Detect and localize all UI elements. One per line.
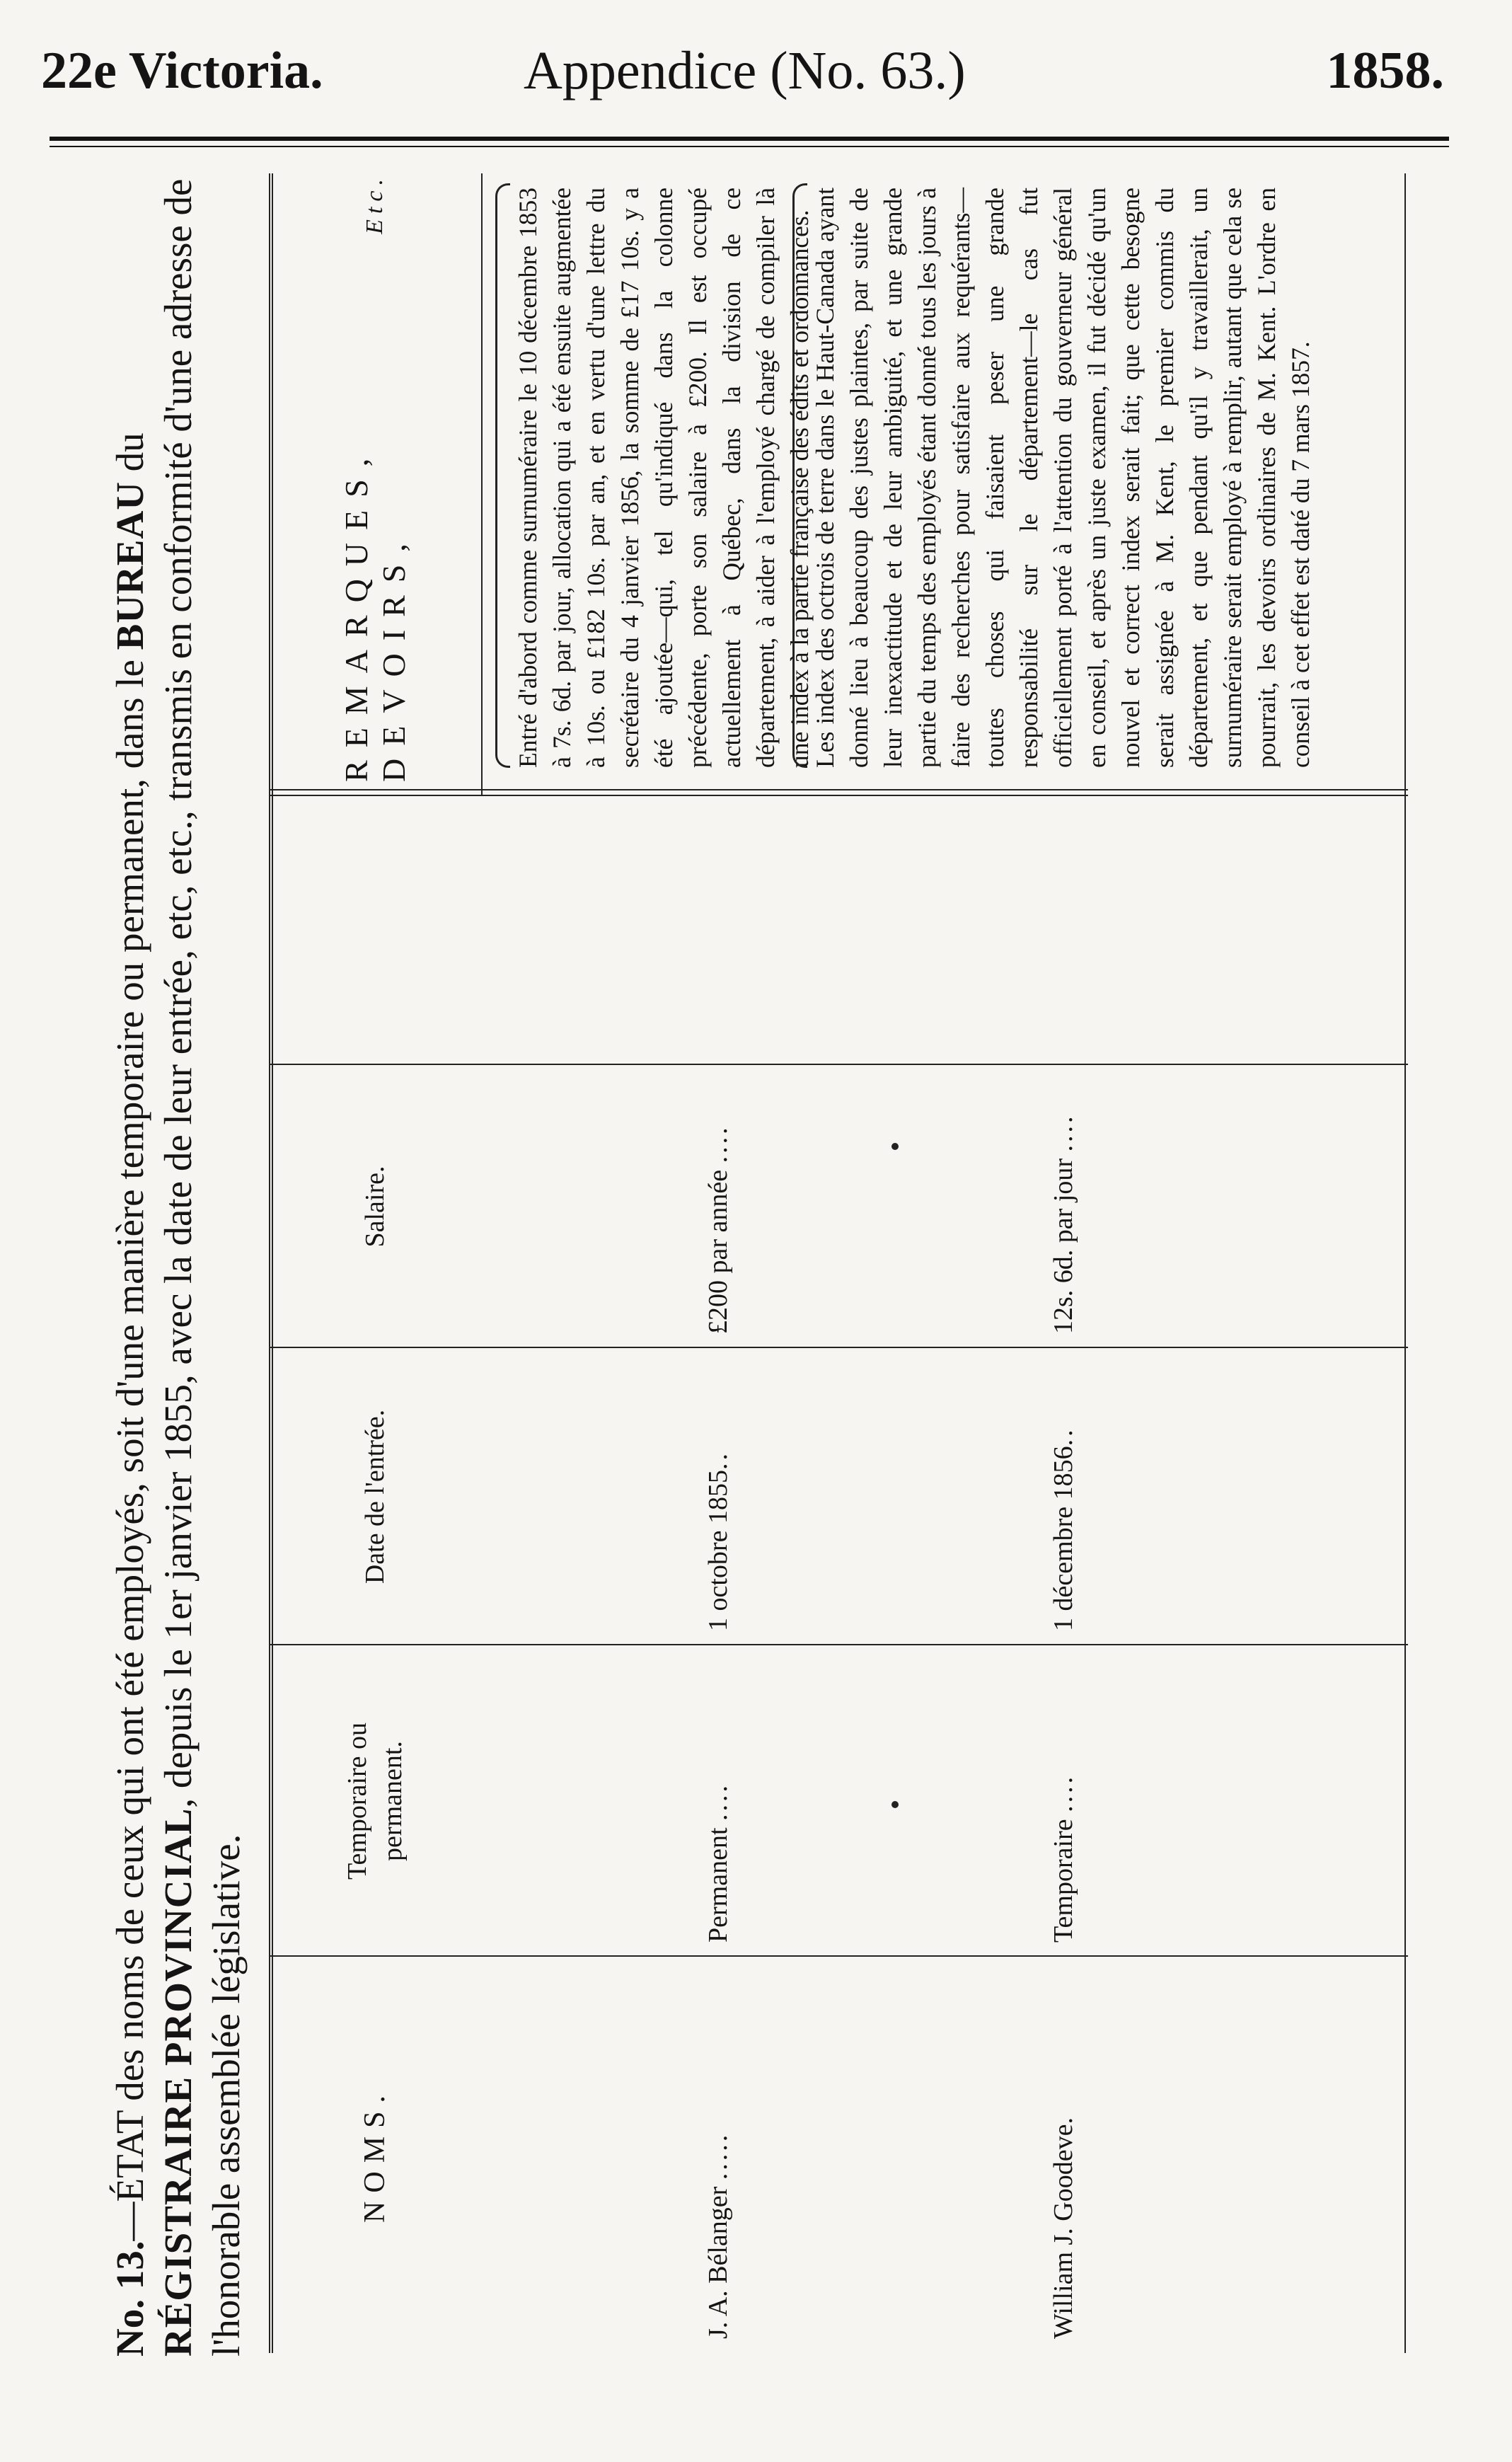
header-salaire: Salaire. — [360, 1166, 390, 1248]
cell-statut: Permanent .... — [703, 1782, 733, 1943]
cell-remarque: Entré d'abord comme surnuméraire le 10 décembre 1853 à 7s. 6d. par jour, allocation qui a été ensuite augmentée à 10s. ou £182 10s. par an, et en vertu d'une lettre du secrétaire du 4 janvier 1856, la somme de £17 10s. y a été ajoutée—qui, tel qu'indiqué dans la colonne précédente, porte son salaire à £200. Il est occupé actuellement à Québec, dans la division de ce département, à aider à l'employé chargé de compiler là une index à la partie française des édits et ordonnances. — [514, 188, 814, 768]
remarks-header-rule — [481, 173, 483, 796]
employees-table — [269, 173, 1408, 2353]
rotated-table-page — [106, 156, 1450, 2371]
print-speck — [891, 1143, 899, 1150]
document-title: No. 13.—ÉTAT des noms de ceux qui ont été employés, soit d'une manière temporaire ou permanent, dans le BUREAU du RÉGISTRAIRE PROVINCIAL, depuis le 1er janvier 1855, avec la date de leur entrée, etc, etc., transmis en conformité d'une adresse de l'honorable assemblée législative. — [108, 178, 248, 2357]
page-header — [0, 39, 1512, 103]
header-rule-thin — [50, 146, 1449, 147]
document-number: No. 13. — [108, 2240, 151, 2357]
cell-salaire: £200 par année .... — [703, 1124, 733, 1334]
column-divider-double — [269, 789, 1408, 796]
table-bottom-rule — [1404, 173, 1406, 2353]
cell-date: 1 décembre 1856.. — [1049, 1427, 1078, 1631]
header-temporaire: Temporaire ou permanent. — [342, 1722, 408, 1880]
cell-remarque: Les index des octrois de terre dans le Haut-Canada ayant donné lieu à beaucoup des justes plaintes, par suite de leur inexactitude et de leur ambiguité, et une grande partie du temps des employés étant donné tous les jours à faire des recherches pour satisfaire aux requérants—toutes choses qui faisaient peser une grande responsabilité sur le département—le cas fut officiellement porté à l'attention du gouverneur général en conseil, et après un juste examen, il fut décidé qu'un nouvel et correct index serait fait; que cette besogne serait assignée à M. Kent, le premier commis du département, et que pendant qu'il y travaillerait, un surnuméraire serait employé à remplir, autant que cela se pourrait, les devoirs ordinaires de M. Kent. L'ordre en conseil à cet effet est daté du 7 mars 1857. — [811, 188, 1315, 768]
header-session: 22e Victoria. — [41, 42, 323, 100]
header-date: Date de l'entrée. — [360, 1409, 390, 1584]
cell-nom: J. A. Bélanger ..... — [703, 2132, 733, 2339]
cell-nom: William J. Goodeve. — [1049, 2115, 1078, 2339]
header-year: 1858. — [1326, 42, 1444, 100]
remark-brace — [792, 183, 807, 768]
cell-statut: Temporaire .... — [1049, 1773, 1078, 1943]
cell-salaire: 12s. 6d. par jour .... — [1049, 1113, 1078, 1334]
header-appendix: Appendice (No. 63.) — [524, 41, 966, 100]
header-remarques: REMARQUES, DEVOIRS, Etc. — [338, 173, 412, 782]
header-noms: NOMS. — [359, 2087, 391, 2223]
header-rule — [50, 137, 1449, 141]
print-speck — [891, 1801, 899, 1808]
remark-brace — [495, 183, 510, 768]
cell-date: 1 octobre 1855.. — [703, 1451, 733, 1631]
